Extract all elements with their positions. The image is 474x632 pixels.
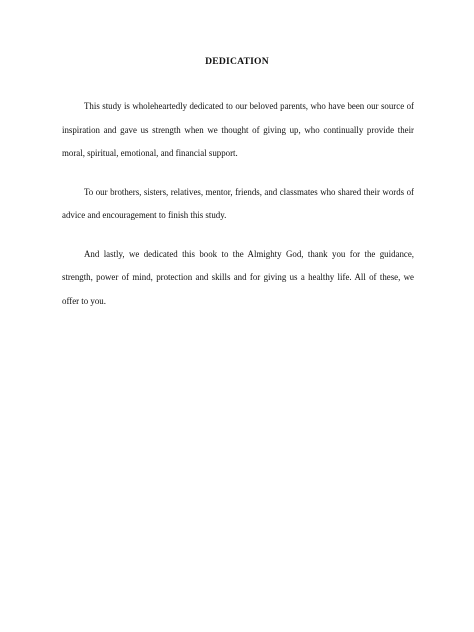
paragraph-family-friends: To our brothers, sisters, relatives, mentor, friends, and classmates who shared their words of advice and encouragement to finish this study. <box>62 186 414 220</box>
paragraph-parents: This study is wholeheartedly dedicated to our beloved parents, who have been our source of inspiration and gave us strength when we thought of giving up, who continually provide their moral, spiritual, emotional, and financial support. <box>62 101 414 158</box>
dedication-body <box>62 95 414 328</box>
page-title: DEDICATION <box>205 56 269 67</box>
paragraph-almighty-god: And lastly, we dedicated this book to the Almighty God, thank you for the guidance, strength, power of mind, protection and skills and for giving us a healthy life. All of these, we offer to you. <box>62 248 414 306</box>
